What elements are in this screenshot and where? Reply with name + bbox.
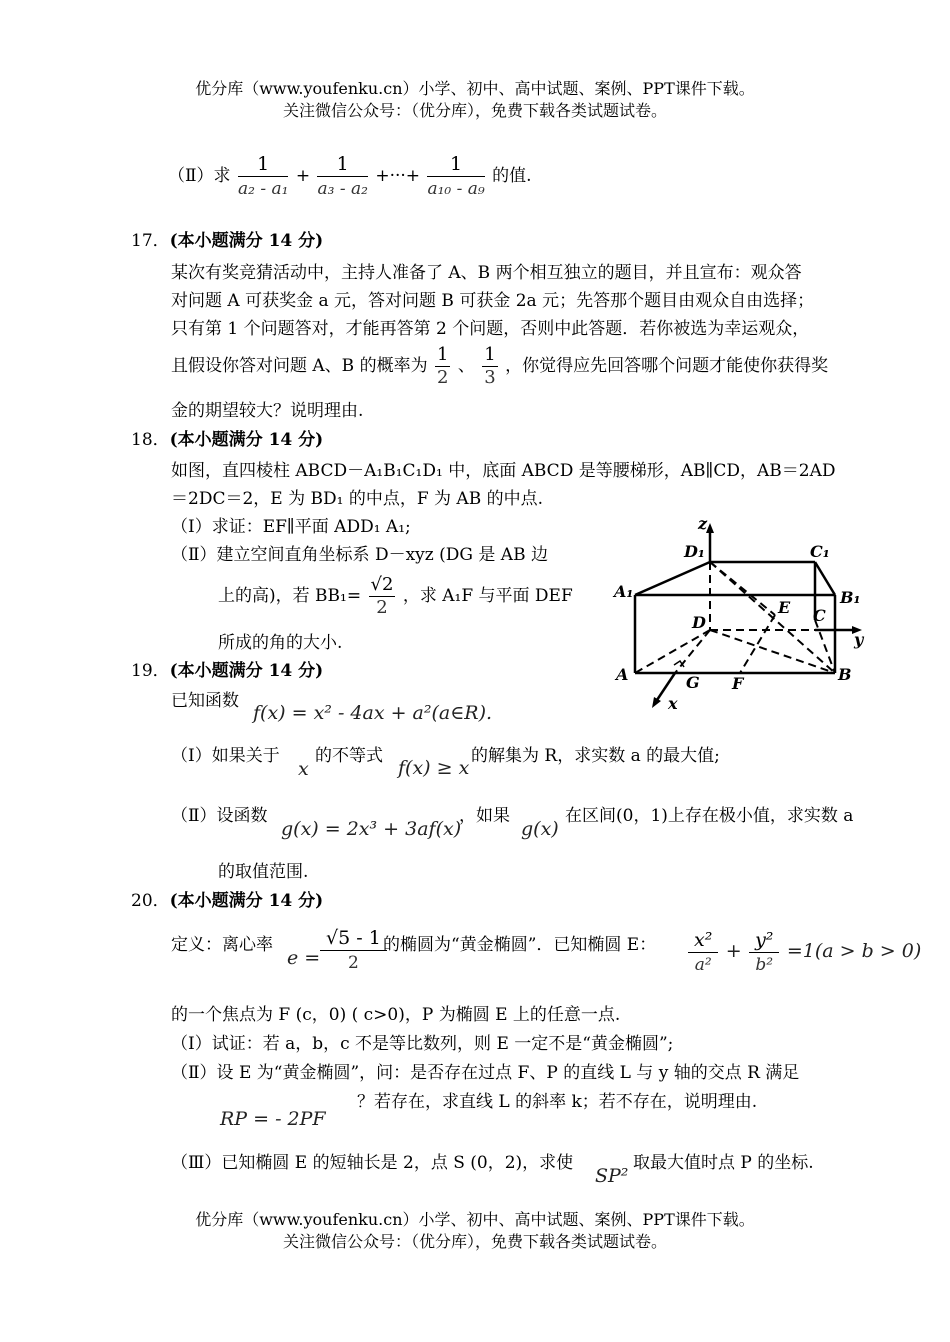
label-d: D [692, 613, 706, 632]
q20-part3-a: （Ⅲ）已知椭圆 E 的短轴长是 2，点 S (0，2)，求使 [171, 1153, 574, 1173]
footer-line-2: 关注微信公众号：（优分库），免费下载各类试题试卷。 [282, 1232, 667, 1251]
q19-function: f(x) = x² - 4ax + a²(a∈R). [253, 702, 493, 724]
page-footer [0, 1209, 950, 1253]
q19-inequality: f(x) ≥ x [398, 757, 470, 779]
q20-rp-vector: RP = - 2PF [220, 1108, 326, 1130]
label-a1: A₁ [614, 582, 634, 601]
q20-sp: SP² [595, 1165, 629, 1187]
q20-heading: 20．(本小题满分 14 分) [131, 891, 324, 911]
q18-heading: 18．(本小题满分 14 分) [131, 430, 324, 450]
q20-part2-b: ？若存在，求直线 L 的斜率 k；若不存在，说明理由. [357, 1092, 758, 1112]
label-y: y [854, 630, 864, 649]
label-c1: C₁ [810, 542, 830, 561]
q19-part2-b: ，如果 [459, 806, 510, 826]
label-c: C [813, 606, 826, 625]
q19-part2-c: 在区间(0，1)上存在极小值，求实数 a [565, 806, 854, 826]
q17-body: 某次有奖竞猜活动中，主持人准备了 A、B 两个相互独立的题目，并且宣布：观众答 对问题 A 可获奖金 a 元，答对问题 B 可获金 2a 元；先答那个题目由观众自由选择； 只有第 1 个问题答对，才能再答第 2 个问题，否则中此答题．若你被选为幸运观众， [171, 263, 815, 339]
q16-dots: +···+ [375, 166, 421, 186]
label-f: F [732, 674, 744, 693]
q20-e-frac: $\frac{√5 - 1}{2}$ [318, 926, 389, 975]
fraction-one-third: $\frac{1}{3}$ [484, 344, 496, 388]
q20-part1: （Ⅰ）试证：若 a，b，c 不是等比数列，则 E 一定不是“黄金椭圆”; [171, 1034, 674, 1054]
footer-line-1: 优分库（www.youfenku.cn）小学、初中、高中试题、案例、PPT课件下载。 [195, 1210, 755, 1229]
label-b: B [838, 665, 852, 684]
q19-part1: （Ⅰ）如果关于 [171, 746, 280, 766]
q17-line4: 且假设你答对问题 A、B 的概率为 $\frac{1}{2}$ 、 $\frac{1}{3}$ ，你觉得应先回答哪个问题才能使你获得奖 [171, 344, 829, 388]
q16-frac-1: $\frac{1}{\text{a₂ - a₁}}$ [237, 153, 289, 199]
fraction-sqrt2-over-2: $\frac{√2}{2}$ [370, 574, 394, 618]
q16-part2-lead: （Ⅱ）求 [168, 166, 231, 186]
q20-part2-a: （Ⅱ）设 E 为“黄金椭圆”，问：是否存在过点 F、P 的直线 L 与 y 轴的交点 R 满足 [171, 1063, 800, 1083]
q19-part1-c: 的解集为 R，求实数 a 的最大值; [471, 746, 720, 766]
q19-part2-a: （Ⅱ）设函数 [171, 806, 268, 826]
q19-g: g(x) [521, 818, 559, 840]
q19-lead: 已知函数 [171, 691, 239, 711]
q16-frac-3: $\frac{1}{\text{a₁₀ - a₉}}$ [427, 153, 485, 199]
q19-g-def: g(x) = 2x³ + 3af(x) [281, 818, 462, 840]
q20-line2: 的一个焦点为 F (c，0) ( c>0)，P 为椭圆 E 上的任意一点. [171, 1005, 621, 1025]
q18-part2-b: 上的高)，若 BB₁= $\frac{√2}{2}$ ，求 A₁F 与平面 DEF [218, 574, 573, 618]
q19-heading: 19．(本小题满分 14 分) [131, 661, 324, 681]
header-line-1: 优分库（www.youfenku.cn）小学、初中、高中试题、案例、PPT课件下载。 [195, 79, 755, 98]
q20-def-a: 定义：离心率 [171, 935, 273, 955]
label-e: E [778, 598, 791, 617]
q17-line5: 金的期望较大？说明理由. [171, 401, 364, 421]
q17-heading: 17．(本小题满分 14 分) [131, 231, 324, 251]
q20-def-b: 的椭圆为“黄金椭圆”．已知椭圆 E： [383, 935, 657, 955]
label-z: z [698, 515, 708, 533]
q18-part2-c: 所成的角的大小. [218, 633, 343, 653]
q16-frac-2: $\frac{1}{\text{a₃ - a₂}}$ [317, 153, 368, 199]
label-g: G [686, 673, 700, 692]
page-header [0, 78, 950, 122]
header-line-2: 关注微信公众号：（优分库），免费下载各类试题试卷。 [282, 101, 667, 120]
label-x: x [668, 694, 678, 713]
label-d1: D₁ [684, 542, 705, 561]
q20-part3-b: 取最大值时点 P 的坐标. [633, 1153, 814, 1173]
q20-ellipse-eq: $\frac{\text{x²}}{\text{a²}}$ + $\frac{\text{y²}}{\text{b²}}$ =1(a > b > 0) [686, 928, 921, 977]
q19-var-x: x [298, 758, 309, 780]
q16-part2: （Ⅱ）求 $\frac{1}{\text{a₂ - a₁}}$ + $\frac{1}{\text{a₃ - a₂}}$ +···+ $\frac{1}{\text{a₁₀ - a₉}}$ 的值. [168, 153, 532, 199]
label-b1: B₁ [840, 588, 861, 607]
q19-part1-b: 的不等式 [315, 746, 383, 766]
q20-e-eq: e = [287, 947, 321, 969]
fraction-one-half: $\frac{1}{2}$ [436, 344, 449, 388]
label-a: A [616, 665, 629, 684]
q18-body: 如图，直四棱柱 ABCD－A₁B₁C₁D₁ 中，底面 ABCD 是等腰梯形，AB∥CD，AB＝2AD ＝2DC＝2，E 为 BD₁ 的中点，F 为 AB 的中点. （Ⅰ）求证：EF∥平面 ADD₁ A₁; （Ⅱ）建立空间直角坐标系 D－xyz (DG 是 AB 边 [171, 461, 836, 565]
q16-tail: 的值. [492, 166, 532, 186]
prism-diagram [610, 515, 870, 715]
q19-part2-d: 的取值范围. [218, 862, 309, 882]
